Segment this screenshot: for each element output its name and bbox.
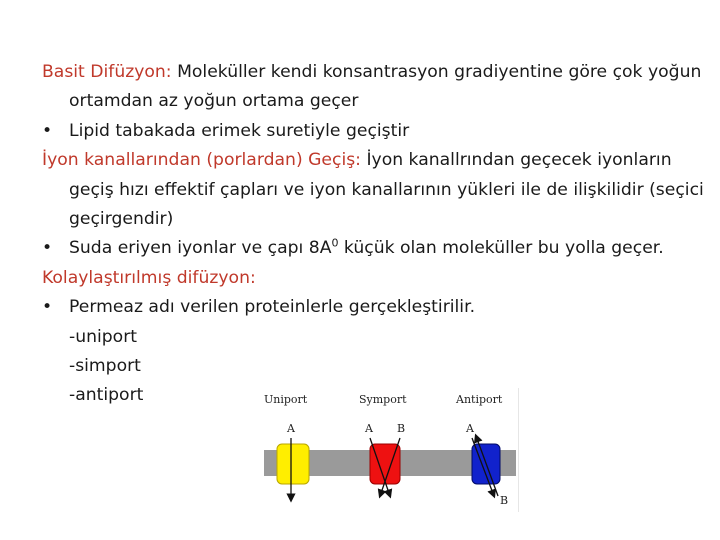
label-antiport-b: B xyxy=(500,494,509,507)
bullet-water-soluble-post: küçük olan moleküller bu yolla geçer. xyxy=(338,238,664,259)
label-symport-b: B xyxy=(397,422,406,435)
bullet-lipid xyxy=(42,117,710,146)
heading-ion-channels: İyon kanallarından (porlardan) Geçiş: xyxy=(42,150,361,171)
bullet-lipid-text: Lipid tabakada erimek suretiyle geçiştir xyxy=(69,120,410,141)
heading-simple-diffusion: Basit Difüzyon: xyxy=(42,62,172,82)
type-antiport: -antiport xyxy=(69,385,144,406)
slide-content xyxy=(42,58,710,411)
paragraph-facilitated-diffusion xyxy=(42,264,710,293)
transport-diagram-svg xyxy=(262,388,518,512)
bullet-icon: • xyxy=(42,297,53,318)
label-uniport-a: A xyxy=(287,422,295,435)
type-uniport: -uniport xyxy=(69,326,137,347)
bullet-water-soluble-pre: Suda eriyen iyonlar ve çapı 8A xyxy=(69,238,332,259)
superscript-zero: 0 xyxy=(331,236,339,250)
heading-facilitated-diffusion: Kolaylaştırılmış difüzyon: xyxy=(42,267,256,288)
label-symport: Symport xyxy=(359,393,407,406)
label-uniport: Uniport xyxy=(264,393,308,406)
type-simport: -simport xyxy=(69,356,141,377)
bullet-icon: • xyxy=(42,120,53,141)
paragraph-simple-diffusion xyxy=(42,58,710,117)
text-ion-channels: İyon kanallrından geçecek iyonların geçiş hızı effektif çapları ve iyon kanallarının yükleri ile de ilişkilidir (seçici geçirgendir) xyxy=(69,150,704,230)
bullet-icon: • xyxy=(42,238,53,259)
label-symport-a: A xyxy=(365,422,373,435)
label-antiport-a: A xyxy=(466,422,474,435)
label-antiport: Antiport xyxy=(456,393,503,406)
transport-diagram xyxy=(262,388,519,512)
text-simple-diffusion: Moleküller kendi konsantrasyon gradiyentine göre çok yoğun ortamdan az yoğun ortama geçer xyxy=(69,62,702,112)
paragraph-ion-channels xyxy=(42,146,710,234)
bullet-permease-text: Permeaz adı verilen proteinlerle gerçekleştirilir. xyxy=(69,297,476,318)
bullet-permease xyxy=(42,293,710,322)
bullet-water-soluble xyxy=(42,234,710,263)
uniport-protein xyxy=(277,444,309,484)
